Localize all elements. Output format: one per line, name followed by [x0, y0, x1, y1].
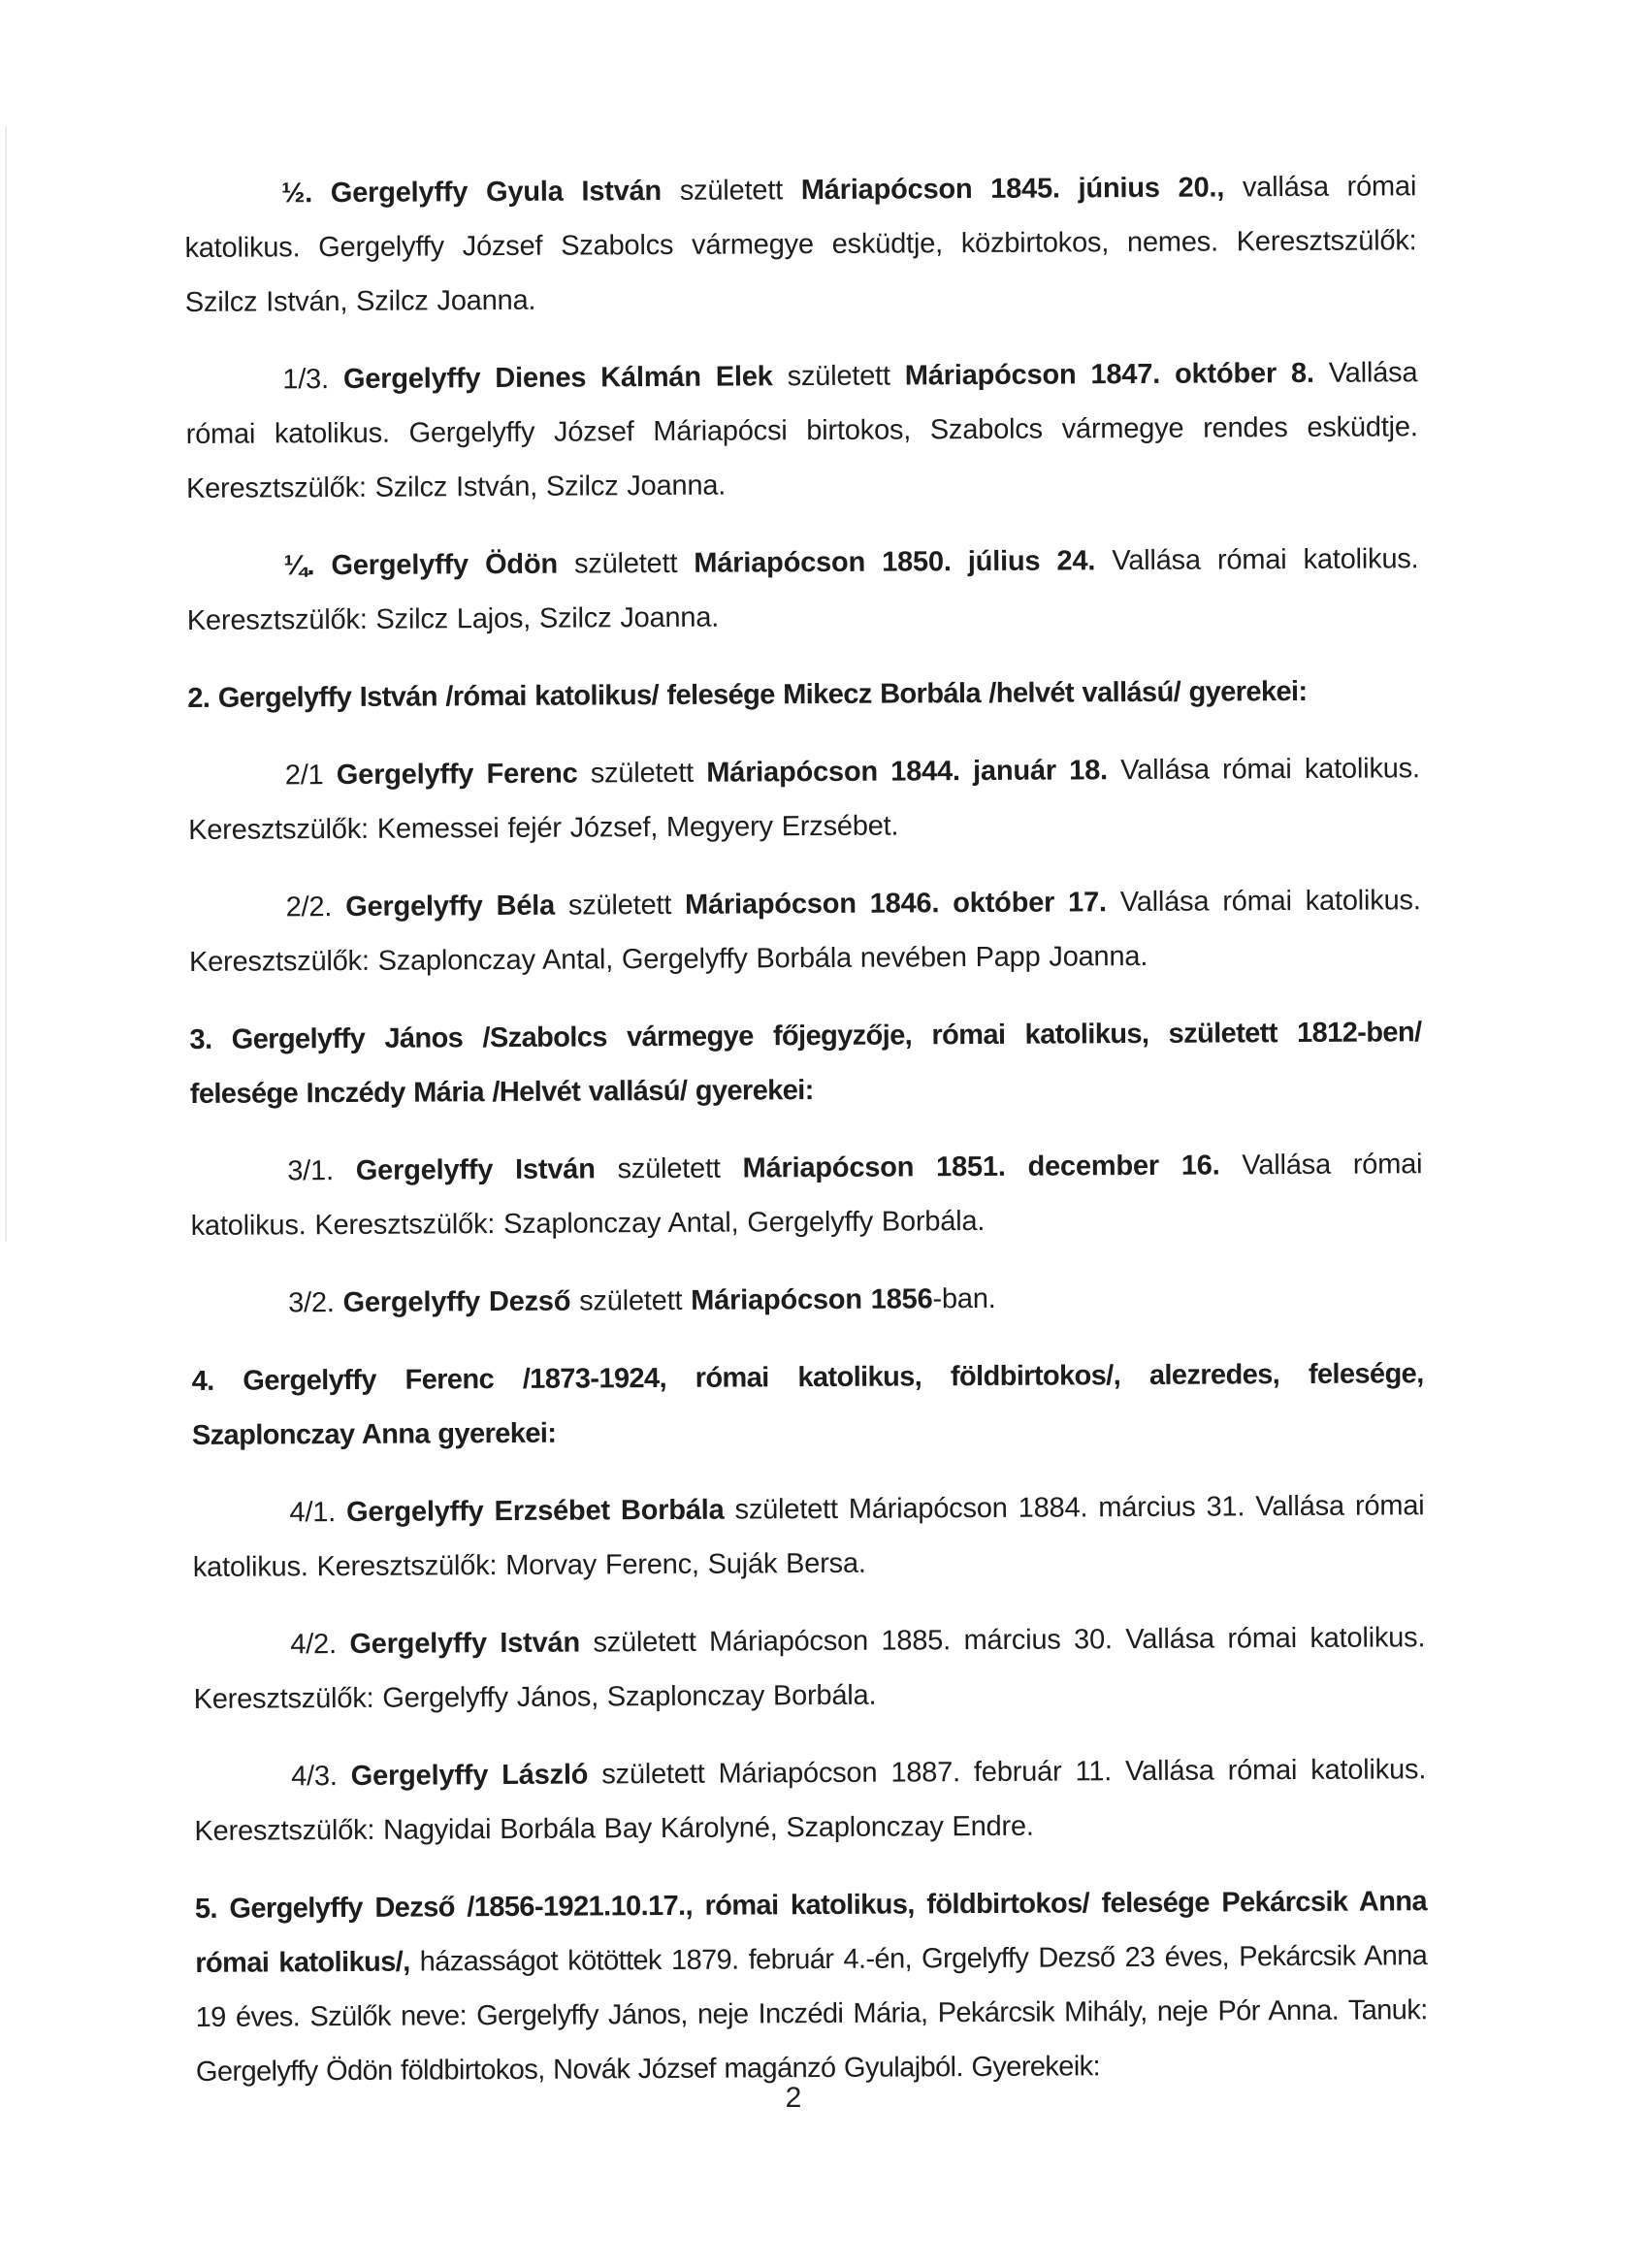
text-run: született [577, 757, 707, 790]
paragraph [194, 1742, 1427, 1859]
text-run: 3/1. [287, 1154, 356, 1187]
text-run: született [595, 1152, 743, 1185]
paragraph [191, 1269, 1423, 1331]
bold-text-run: Máriapócson 1850. július 24. [694, 545, 1096, 579]
bold-text-run: Gergelyffy Dienes Kálmán Elek [342, 361, 773, 396]
bold-text-run: 2. Gergelyffy István /római katolikus/ felesége Mikecz Borbála /helvét vallású/ gyerekei: [187, 675, 1308, 714]
bold-text-run: Máriapócson 1845. június 20., [800, 172, 1225, 207]
bold-text-run: 5. Gergelyffy Dezső /1856-1921.10.17., római katolikus, földbirtokos/ felesége Pekárcsik Anna római katolikus/, [194, 1886, 1428, 1979]
text-run: házasságot kötöttek 1879. február 4.-én, Grgelyffy Dezső 23 éves, Pekárcsik Anna 19 éves. Szülők neve: Gergelyffy János, neje Inczédi Mária, Pekárcsik Mihály, neje Pór Anna. Tanuk: Gergelyffy Ödön földbirtokos, Novák József magánzó Gyulajból. Gyerekeik: [195, 1940, 1428, 2088]
bold-text-run: Máriapócson 1846. október 17. [685, 887, 1107, 921]
bold-text-run: Gergelyffy István [349, 1627, 581, 1660]
paragraph [191, 1346, 1424, 1463]
bold-text-run: Máriapócson 1847. október 8. [904, 357, 1314, 392]
paragraph [188, 741, 1421, 858]
paragraph [195, 1874, 1428, 2099]
text-run: Vallása római katolikus. Keresztszülők: Kemessei fejér József, Megyery Erzsébet. [188, 753, 1420, 846]
bold-text-run: Máriapócson 1851. december 16. [742, 1150, 1220, 1184]
text-run: született [554, 889, 686, 922]
text-run: 4/2. [290, 1628, 350, 1661]
text-run: 3/2. [288, 1287, 343, 1319]
text-run: 2/2. [285, 891, 346, 923]
bold-text-run: ¼. Gergelyffy Ödön [283, 548, 559, 582]
paragraph [184, 159, 1417, 330]
text-run: 4/1. [289, 1497, 347, 1529]
text-run: 2/1 [284, 760, 337, 792]
bold-text-run: ½. Gergelyffy Gyula István [281, 175, 663, 210]
bold-text-run: 4. Gergelyffy Ferenc /1873-1924, római katolikus, földbirtokos/, alezredes, felesége, Szaplonczay Anna gyerekei: [191, 1358, 1424, 1451]
text-run: Vallása római katolikus. Keresztszülők: Szaplonczay Antal, Gergelyffy Borbála nevében Papp Joanna. [188, 885, 1421, 978]
scan-edge-artifact [5, 126, 7, 1242]
bold-text-run: 3. Gergelyffy János /Szabolcs vármegye főjegyzője, római katolikus, született 1812-ben/ felesége Inczédy Mária /Helvét vallású/ gyerekei: [189, 1017, 1422, 1110]
bold-text-run: Máriapócson 1844. január 18. [706, 755, 1109, 789]
text-run: 4/3. [291, 1760, 351, 1793]
text-run: 1/3. [282, 364, 344, 396]
paragraph [188, 873, 1421, 989]
document-body [184, 159, 1428, 2122]
page-number: 2 [785, 2082, 802, 2114]
text-run: Vallása római katolikus. Keresztszülők: Szilcz Lajos, Szilcz Joanna. [186, 543, 1419, 636]
bold-text-run: Gergelyffy Dezső [342, 1285, 571, 1319]
text-run: született Máriapócson 1884. március 31. Vallása római katolikus. Keresztszülők: Morvay Ferenc, Suják Bersa. [192, 1490, 1425, 1583]
text-run: Vallása római katolikus. Gergelyffy József Máriapócsi birtokos, Szabolcs vármegye rendes esküdtje. Keresztszülők: Szilcz István, Szilcz Joanna. [185, 357, 1418, 504]
paragraph [189, 1005, 1422, 1121]
paragraph [185, 345, 1418, 516]
bold-text-run: Gergelyffy László [350, 1759, 589, 1792]
paragraph [192, 1478, 1425, 1595]
paragraph [186, 532, 1419, 648]
text-run: -ban. [932, 1282, 996, 1315]
text-run: született [570, 1284, 692, 1317]
bold-text-run: Gergelyffy István [355, 1153, 596, 1186]
text-run: Vallása római katolikus. Keresztszülők: Szaplonczay Antal, Gergelyffy Borbála. [190, 1149, 1423, 1242]
text-run: született Máriapócson 1885. március 30. Vallása római katolikus. Keresztszülők: Gergelyffy János, Szaplonczay Borbála. [193, 1622, 1426, 1715]
bold-text-run: Gergelyffy Erzsébet Borbála [346, 1494, 725, 1529]
text-run: született Máriapócson 1887. február 11. Vallása római katolikus. Keresztszülők: Nagyidai Borbála Bay Károlyné, Szaplonczay Endre. [194, 1754, 1427, 1847]
bold-text-run: Gergelyffy Béla [345, 890, 556, 923]
text-run: vallása római katolikus. Gergelyffy József Szabolcs vármegye esküdtje, közbirtokos, nemes. Keresztszülők: Szilcz István, Szilcz Joanna. [184, 171, 1417, 318]
text-run: született [661, 175, 801, 207]
text-run: született [772, 360, 905, 393]
text-run: született [557, 547, 695, 580]
paragraph [190, 1137, 1423, 1253]
paragraph [193, 1610, 1426, 1727]
paragraph [187, 664, 1419, 726]
bold-text-run: Gergelyffy Ferenc [336, 758, 578, 792]
bold-text-run: Máriapócson 1856 [691, 1283, 933, 1316]
